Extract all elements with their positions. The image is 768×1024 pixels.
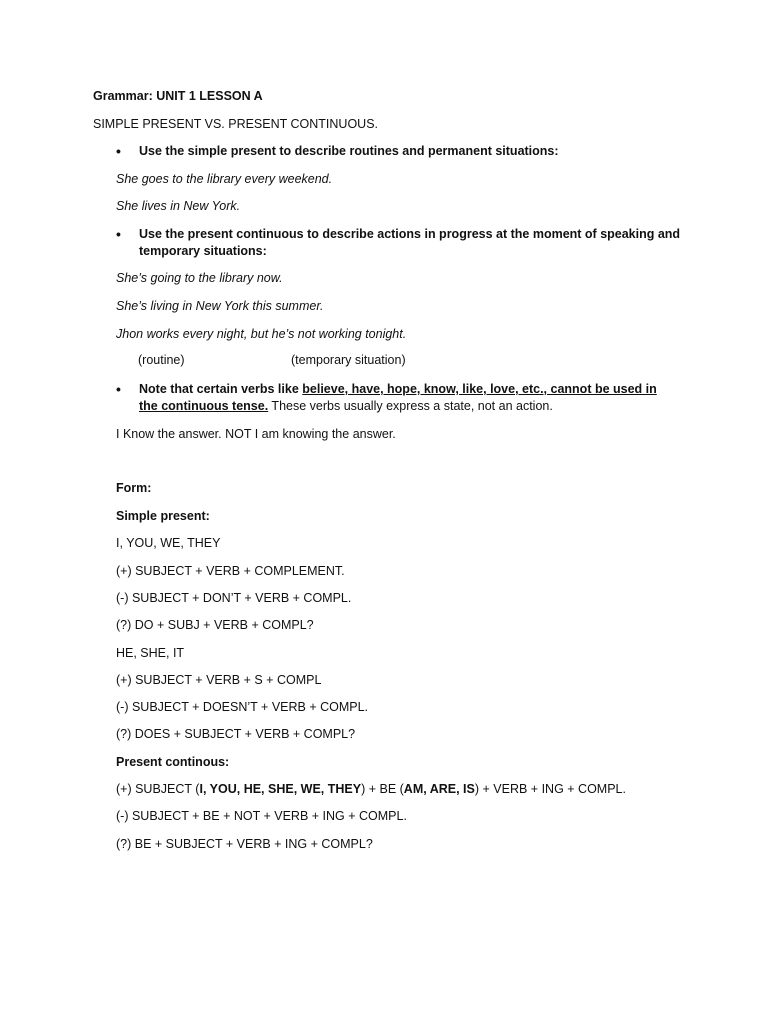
example-2a: She’s going to the library now. bbox=[116, 271, 283, 285]
pc-positive-subjects: I, YOU, HE, SHE, WE, THEY bbox=[199, 782, 362, 796]
sp-positive-1: (+) SUBJECT + VERB + COMPLEMENT. bbox=[116, 564, 345, 578]
rule-2-line-2: temporary situations: bbox=[139, 244, 267, 258]
note-line-1 bbox=[139, 381, 657, 397]
rule-2-line-1: Use the present continuous to describe actions in progress at the moment of speaking and bbox=[139, 227, 681, 241]
sp-positive-2: (+) SUBJECT + VERB + S + COMPL bbox=[116, 673, 322, 687]
bullet-rule-2: • bbox=[116, 226, 121, 242]
example-2b: She’s living in New York this summer. bbox=[116, 299, 324, 313]
example-2c: Jhon works every night, but he’s not working tonight. bbox=[116, 327, 407, 341]
pc-positive-part-a: (+) SUBJECT ( bbox=[116, 782, 200, 796]
sp-negative-1: (-) SUBJECT + DON’T + VERB + COMPL. bbox=[116, 591, 352, 605]
note-prefix: Note that certain verbs like bbox=[139, 382, 303, 396]
sp-question-2: (?) DOES + SUBJECT + VERB + COMPL? bbox=[116, 727, 356, 741]
sp-negative-2: (-) SUBJECT + DOESN’T + VERB + COMPL. bbox=[116, 700, 369, 714]
simple-present-label: Simple present: bbox=[116, 509, 210, 523]
sp-subjects-2: HE, SHE, IT bbox=[116, 646, 185, 660]
know-example: I Know the answer. NOT I am knowing the answer. bbox=[116, 427, 396, 441]
sp-question-1: (?) DO + SUBJ + VERB + COMPL? bbox=[116, 618, 314, 632]
label-routine: (routine) bbox=[138, 353, 185, 367]
form-label: Form: bbox=[116, 481, 152, 495]
pc-question: (?) BE + SUBJECT + VERB + ING + COMPL? bbox=[116, 837, 373, 851]
bullet-rule-1: • bbox=[116, 143, 121, 159]
document-heading: Grammar: UNIT 1 LESSON A bbox=[93, 89, 263, 103]
note-underlined-tense: the continuous tense. bbox=[139, 399, 269, 413]
example-1a: She goes to the library every weekend. bbox=[116, 172, 333, 186]
pc-positive-part-e: ) + VERB + ING + COMPL. bbox=[474, 782, 626, 796]
note-line-2 bbox=[139, 398, 553, 414]
pc-positive-be-forms: AM, ARE, IS bbox=[403, 782, 475, 796]
note-underlined-verbs: believe, have, hope, know, like, love, etc., cannot be used in bbox=[302, 382, 657, 396]
pc-negative: (-) SUBJECT + BE + NOT + VERB + ING + COMPL. bbox=[116, 809, 407, 823]
sp-subjects-1: I, YOU, WE, THEY bbox=[116, 536, 221, 550]
bullet-note: • bbox=[116, 381, 121, 397]
pc-positive bbox=[116, 781, 626, 797]
label-temporary: (temporary situation) bbox=[291, 353, 406, 367]
document-subheading: SIMPLE PRESENT VS. PRESENT CONTINUOUS. bbox=[93, 117, 379, 131]
pc-positive-part-c: ) + BE ( bbox=[361, 782, 404, 796]
rule-1: Use the simple present to describe routines and permanent situations: bbox=[139, 144, 559, 158]
present-continuous-label: Present continous: bbox=[116, 755, 230, 769]
example-1b: She lives in New York. bbox=[116, 199, 241, 213]
note-suffix: These verbs usually express a state, not an action. bbox=[268, 399, 553, 413]
